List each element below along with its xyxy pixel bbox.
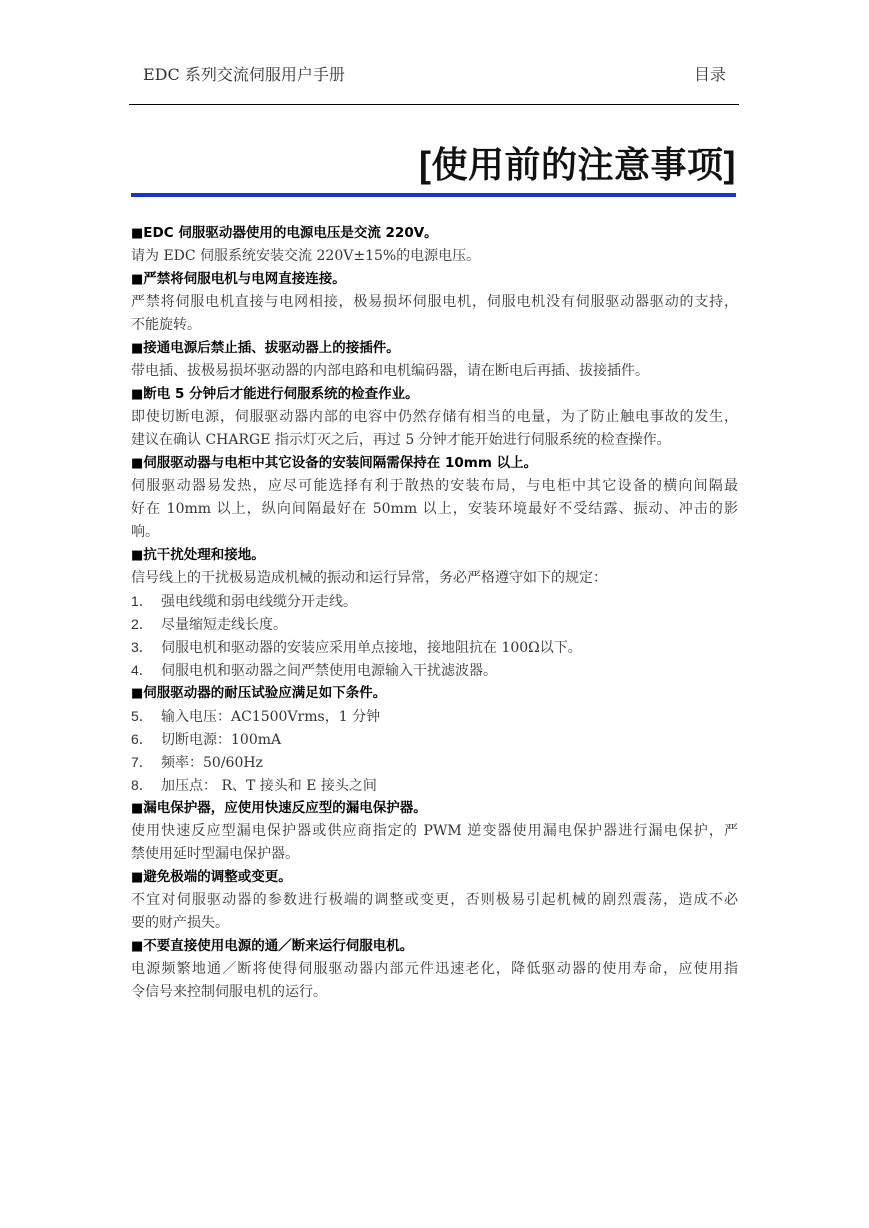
section-heading-text: 断电 5 分钟后才能进行伺服系统的检查作业。 bbox=[143, 386, 419, 402]
section-heading bbox=[131, 682, 738, 705]
section-body-line: 不宜对伺服驱动器的参数进行极端的调整或变更，否则极易引起机械的剧烈震荡，造成不必 bbox=[131, 892, 738, 908]
header-divider bbox=[129, 104, 739, 105]
list-item bbox=[131, 590, 738, 613]
square-bullet-icon: ■ bbox=[131, 870, 144, 885]
list-item-number: 6． bbox=[131, 731, 153, 747]
section-heading-text: EDC 伺服驱动器使用的电源电压是交流 220V。 bbox=[143, 225, 438, 241]
section-heading-text: 严禁将伺服电机与电网直接连接。 bbox=[143, 271, 346, 287]
list-item-number: 2． bbox=[131, 616, 153, 632]
section-heading-text: 漏电保护器，应使用快速反应型的漏电保护器。 bbox=[143, 800, 427, 816]
section-body-line: 信号线上的干扰极易造成机械的振动和运行异常，务必严格遵守如下的规定： bbox=[131, 570, 607, 586]
section-heading-text: 不要直接使用电源的通／断来运行伺服电机。 bbox=[143, 938, 414, 954]
section-heading bbox=[131, 866, 738, 889]
section-heading bbox=[131, 544, 738, 567]
list-item bbox=[131, 636, 738, 659]
page-header bbox=[143, 62, 726, 84]
list-item-text: 伺服电机和驱动器的安装应采用单点接地，接地阻抗在 100Ω以下。 bbox=[161, 640, 582, 656]
list-item-text: 输入电压：AC1500Vrms，1 分钟 bbox=[161, 709, 381, 725]
section-body-line: 建议在确认 CHARGE 指示灯灭之后，再过 5 分钟才能开始进行伺服系统的检查操作。 bbox=[131, 432, 671, 448]
section-heading-text: 伺服驱动器与电柜中其它设备的安装间隔需保持在 10mm 以上。 bbox=[143, 455, 538, 471]
list-item bbox=[131, 705, 738, 728]
section-body-line: 好在 10mm 以上，纵向间隔最好在 50mm 以上，安装环境最好不受结露、振动、冲击的影 bbox=[131, 501, 738, 517]
list-item-text: 尽量缩短走线长度。 bbox=[161, 617, 287, 633]
section-name: 目录 bbox=[693, 65, 726, 84]
list-item-number: 3． bbox=[131, 639, 153, 655]
list-item-text: 强电线缆和弱电线缆分开走线。 bbox=[161, 594, 357, 610]
section-body-line: 即使切断电源，伺服驱动器内部的电容中仍然存储有相当的电量，为了防止触电事故的发生， bbox=[131, 409, 738, 425]
section-heading bbox=[131, 337, 738, 360]
section-heading bbox=[131, 935, 738, 958]
section-body-line: 请为 EDC 伺服系统安装交流 220V±15%的电源电压。 bbox=[131, 248, 481, 264]
section-heading bbox=[131, 222, 738, 245]
square-bullet-icon: ■ bbox=[131, 226, 144, 241]
square-bullet-icon: ■ bbox=[131, 387, 144, 402]
section-body-line: 使用快速反应型漏电保护器或供应商指定的 PWM 逆变器使用漏电保护器进行漏电保护，严 bbox=[131, 823, 738, 839]
list-item-text: 频率：50/60Hz bbox=[161, 755, 263, 771]
section-heading bbox=[131, 268, 738, 291]
section-body-line: 带电插、拔极易损坏驱动器的内部电路和电机编码器，请在断电后再插、拔接插件。 bbox=[131, 363, 649, 379]
list-item bbox=[131, 774, 738, 797]
list-item-number: 7． bbox=[131, 754, 153, 770]
title-underline bbox=[131, 193, 736, 197]
list-item-text: 切断电源：100mA bbox=[161, 732, 282, 748]
page-title: [使用前的注意事项] bbox=[419, 144, 736, 185]
manual-title: EDC 系列交流伺服用户手册 bbox=[143, 65, 345, 84]
section-heading-text: 抗干扰处理和接地。 bbox=[143, 547, 265, 563]
square-bullet-icon: ■ bbox=[131, 686, 144, 701]
section-body-line: 响。 bbox=[131, 524, 159, 540]
section-body-line: 禁使用延时型漏电保护器。 bbox=[131, 846, 299, 862]
list-item-text: 加压点： R、T 接头和 E 接头之间 bbox=[161, 778, 377, 794]
list-item bbox=[131, 613, 738, 636]
square-bullet-icon: ■ bbox=[131, 341, 144, 356]
section-heading bbox=[131, 452, 738, 475]
list-item-number: 4． bbox=[131, 662, 153, 678]
section-body-line: 令信号来控制伺服电机的运行。 bbox=[131, 984, 327, 1000]
square-bullet-icon: ■ bbox=[131, 939, 144, 954]
section-body-line: 要的财产损失。 bbox=[131, 915, 229, 931]
list-item-number: 8． bbox=[131, 777, 153, 793]
section-heading-text: 接通电源后禁止插、拔驱动器上的接插件。 bbox=[143, 340, 400, 356]
square-bullet-icon: ■ bbox=[131, 801, 144, 816]
section-heading-text: 避免极端的调整或变更。 bbox=[143, 869, 292, 885]
list-item bbox=[131, 659, 738, 682]
square-bullet-icon: ■ bbox=[131, 272, 144, 287]
precautions-content bbox=[131, 222, 738, 1004]
list-item bbox=[131, 728, 738, 751]
section-body-line: 严禁将伺服电机直接与电网相接，极易损坏伺服电机，伺服电机没有伺服驱动器驱动的支持， bbox=[131, 294, 738, 310]
square-bullet-icon: ■ bbox=[131, 548, 144, 563]
list-item-number: 5． bbox=[131, 708, 153, 724]
square-bullet-icon: ■ bbox=[131, 456, 144, 471]
list-item bbox=[131, 751, 738, 774]
section-heading-text: 伺服驱动器的耐压试验应满足如下条件。 bbox=[143, 685, 387, 701]
section-body-line: 电源频繁地通／断将使得伺服驱动器内部元件迅速老化，降低驱动器的使用寿命，应使用指 bbox=[131, 961, 738, 977]
list-item-number: 1． bbox=[131, 593, 153, 609]
section-heading bbox=[131, 383, 738, 406]
section-body-line: 伺服驱动器易发热，应尽可能选择有利于散热的安装布局，与电柜中其它设备的横向间隔最 bbox=[131, 478, 738, 494]
section-body-line: 不能旋转。 bbox=[131, 317, 201, 333]
section-heading bbox=[131, 797, 738, 820]
list-item-text: 伺服电机和驱动器之间严禁使用电源输入干扰滤波器。 bbox=[161, 663, 497, 679]
